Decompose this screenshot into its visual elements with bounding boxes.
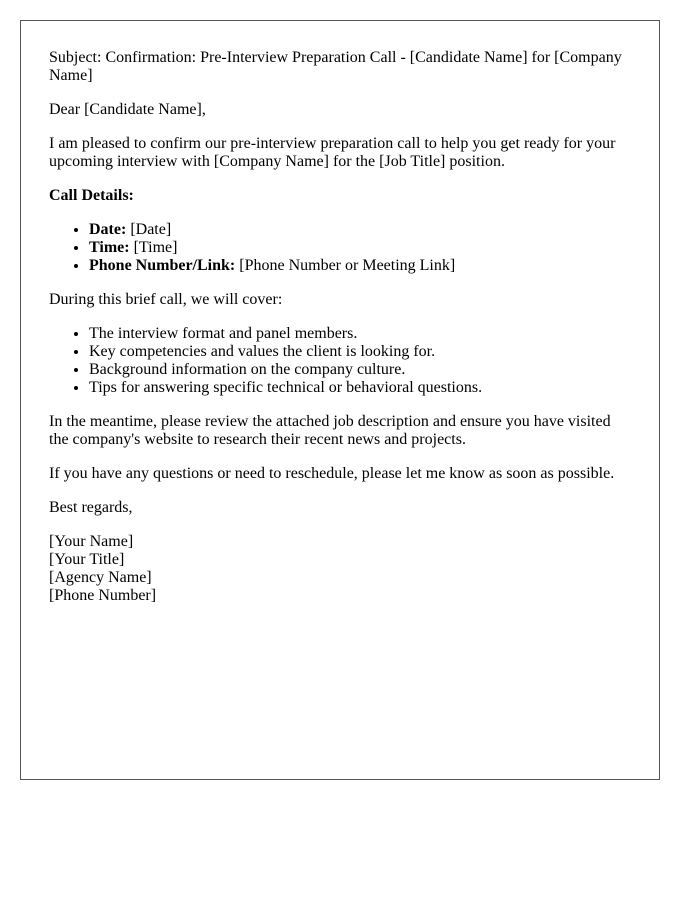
signature-block: [49, 533, 631, 605]
call-detail-date: [89, 221, 631, 239]
call-detail-label: Time:: [89, 239, 130, 256]
call-detail-phone: [89, 257, 631, 275]
call-detail-value: [Time]: [129, 239, 178, 256]
call-detail-value: [Date]: [126, 221, 172, 238]
signature-name: [Your Name]: [49, 533, 134, 550]
questions-paragraph: If you have any questions or need to reschedule, please let me know as soon as possible.: [49, 465, 615, 482]
cover-item: • The interview format and panel members.: [89, 325, 631, 343]
cover-item: • Tips for answering specific technical or behavioral questions.: [89, 379, 631, 397]
meantime-paragraph: In the meantime, please review the attached job description and ensure you have visited the company's website to research their recent news and projects.: [49, 413, 611, 448]
email-intro: I am pleased to confirm our pre-interview preparation call to help you get ready for your upcoming interview with [Company Name] for the [Job Title] position.: [49, 135, 616, 170]
call-detail-value: [Phone Number or Meeting Link]: [235, 257, 456, 274]
email-greeting: Dear [Candidate Name],: [49, 101, 206, 118]
call-detail-label: Phone Number/Link:: [89, 257, 236, 274]
signature-title: [Your Title]: [49, 551, 125, 568]
call-details-list: [49, 221, 631, 275]
closing: Best regards,: [49, 499, 133, 516]
cover-list: [49, 325, 631, 397]
cover-item: • Key competencies and values the client is looking for.: [89, 343, 631, 361]
call-details-heading: Call Details:: [49, 187, 134, 204]
signature-phone: [Phone Number]: [49, 587, 157, 604]
signature-agency: [Agency Name]: [49, 569, 152, 586]
letter-frame: [20, 20, 660, 780]
call-detail-time: [89, 239, 631, 257]
email-subject: Subject: Confirmation: Pre-Interview Preparation Call - [Candidate Name] for [Company Name]: [49, 49, 622, 84]
cover-item: • Background information on the company culture.: [89, 361, 631, 379]
cover-intro: During this brief call, we will cover:: [49, 291, 283, 308]
call-detail-label: Date:: [89, 221, 127, 238]
